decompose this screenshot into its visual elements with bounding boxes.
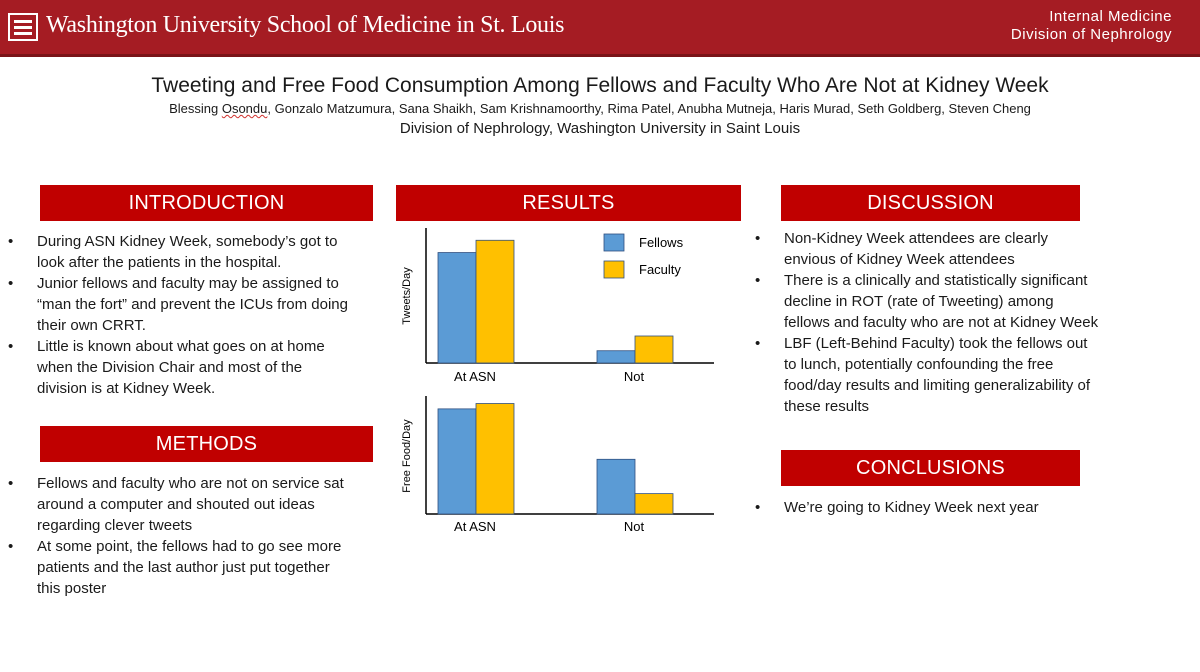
legend-swatch-fellows [604, 234, 624, 251]
discussion-list [755, 228, 1100, 417]
bar-fellows-2 [597, 459, 635, 514]
list-item [8, 336, 353, 399]
bullet-text: We’re going to Kidney Week next year [784, 499, 1039, 516]
poster-title: Tweeting and Free Food Consumption Among Fellows and Faculty Who Are Not at Kidney Week [151, 74, 1049, 97]
introduction-list [8, 231, 353, 399]
author-list [0, 101, 1200, 116]
author-rest: , Gonzalo Matzumura, Sana Shaikh, Sam Krishnamoorthy, Rima Patel, Anubha Mutneja, Haris Murad, Seth Goldberg, Steven Cheng [267, 101, 1031, 116]
methods-list [8, 473, 353, 599]
discussion-heading: DISCUSSION [781, 185, 1080, 221]
bullet-glyph: • [8, 233, 14, 250]
list-item [755, 333, 1100, 417]
list-item [755, 497, 1100, 518]
bullet-text: At some point, the fellows had to go see more patients and the last author just put together this poster [37, 538, 342, 597]
bullet-text: There is a clinically and statistically significant decline in ROT (rate of Tweeting) among fellows and faculty who are not at Kidney Week [784, 272, 1099, 331]
university-shield-logo [8, 13, 38, 41]
results-charts [396, 222, 776, 542]
x-tick-label: At ASN [454, 369, 496, 384]
bullet-text: During ASN Kidney Week, somebody’s got to look after the patients in the hospital. [37, 233, 338, 271]
bullet-glyph: • [8, 538, 14, 555]
legend-swatch-faculty [604, 261, 624, 278]
bullet-glyph: • [8, 275, 14, 292]
y-axis-label: Free Food/Day [401, 419, 413, 493]
x-tick-label: Not [623, 369, 645, 384]
bar-fellows-2 [597, 351, 635, 363]
conclusions-list [755, 497, 1100, 518]
bullet-glyph: • [8, 475, 14, 492]
results-heading: RESULTS [396, 185, 741, 221]
department [1011, 8, 1172, 44]
conclusions-heading: CONCLUSIONS [781, 450, 1080, 486]
bar-fellows-1 [438, 253, 476, 363]
methods-heading: METHODS [40, 426, 373, 462]
list-item [8, 473, 353, 536]
bullet-glyph: • [8, 338, 14, 355]
bullet-text: Little is known about what goes on at home when the Division Chair and most of the division is at Kidney Week. [37, 338, 325, 397]
list-item [8, 231, 353, 273]
bullet-glyph: • [755, 499, 761, 516]
bar-faculty-2 [635, 494, 673, 514]
x-tick-label: Not [623, 519, 645, 534]
dept-line-1: Internal Medicine [1049, 8, 1172, 25]
chart-2 [401, 396, 714, 534]
author-first-name: Blessing [169, 101, 219, 116]
bullet-text: Junior fellows and faculty may be assigned to “man the fort” and prevent the ICUs from doing their own CRRT. [37, 275, 348, 334]
y-axis-label: Tweets/Day [401, 267, 413, 325]
bar-faculty-1 [476, 240, 514, 363]
bar-fellows-1 [438, 409, 476, 514]
x-tick-label: At ASN [454, 519, 496, 534]
school-name: Washington University School of Medicine in St. Louis [46, 12, 565, 38]
bullet-glyph: • [755, 230, 761, 247]
list-item [8, 536, 353, 599]
list-item [755, 228, 1100, 270]
list-item [8, 273, 353, 336]
legend-label-faculty: Faculty [639, 262, 681, 277]
bullet-text: Non-Kidney Week attendees are clearly envious of Kidney Week attendees [784, 230, 1049, 268]
bullet-text: Fellows and faculty who are not on service sat around a computer and shouted out ideas regarding clever tweets [37, 475, 344, 534]
introduction-heading: INTRODUCTION [40, 185, 373, 221]
dept-line-2: Division of Nephrology [1010, 26, 1172, 43]
list-item [755, 270, 1100, 333]
author-first-surname: Osondu [221, 101, 268, 116]
bar-faculty-2 [635, 336, 673, 363]
affiliation: Division of Nephrology, Washington University in Saint Louis [399, 120, 801, 137]
bullet-glyph: • [755, 272, 761, 289]
bullet-glyph: • [755, 335, 761, 352]
bullet-text: LBF (Left-Behind Faculty) took the fellows out to lunch, potentially confounding the free food/day results and limiting generalizability of these results [784, 335, 1090, 415]
header-banner [0, 0, 1200, 57]
chart-1 [401, 228, 714, 384]
legend-label-fellows: Fellows [639, 235, 684, 250]
bar-faculty-1 [476, 404, 514, 514]
